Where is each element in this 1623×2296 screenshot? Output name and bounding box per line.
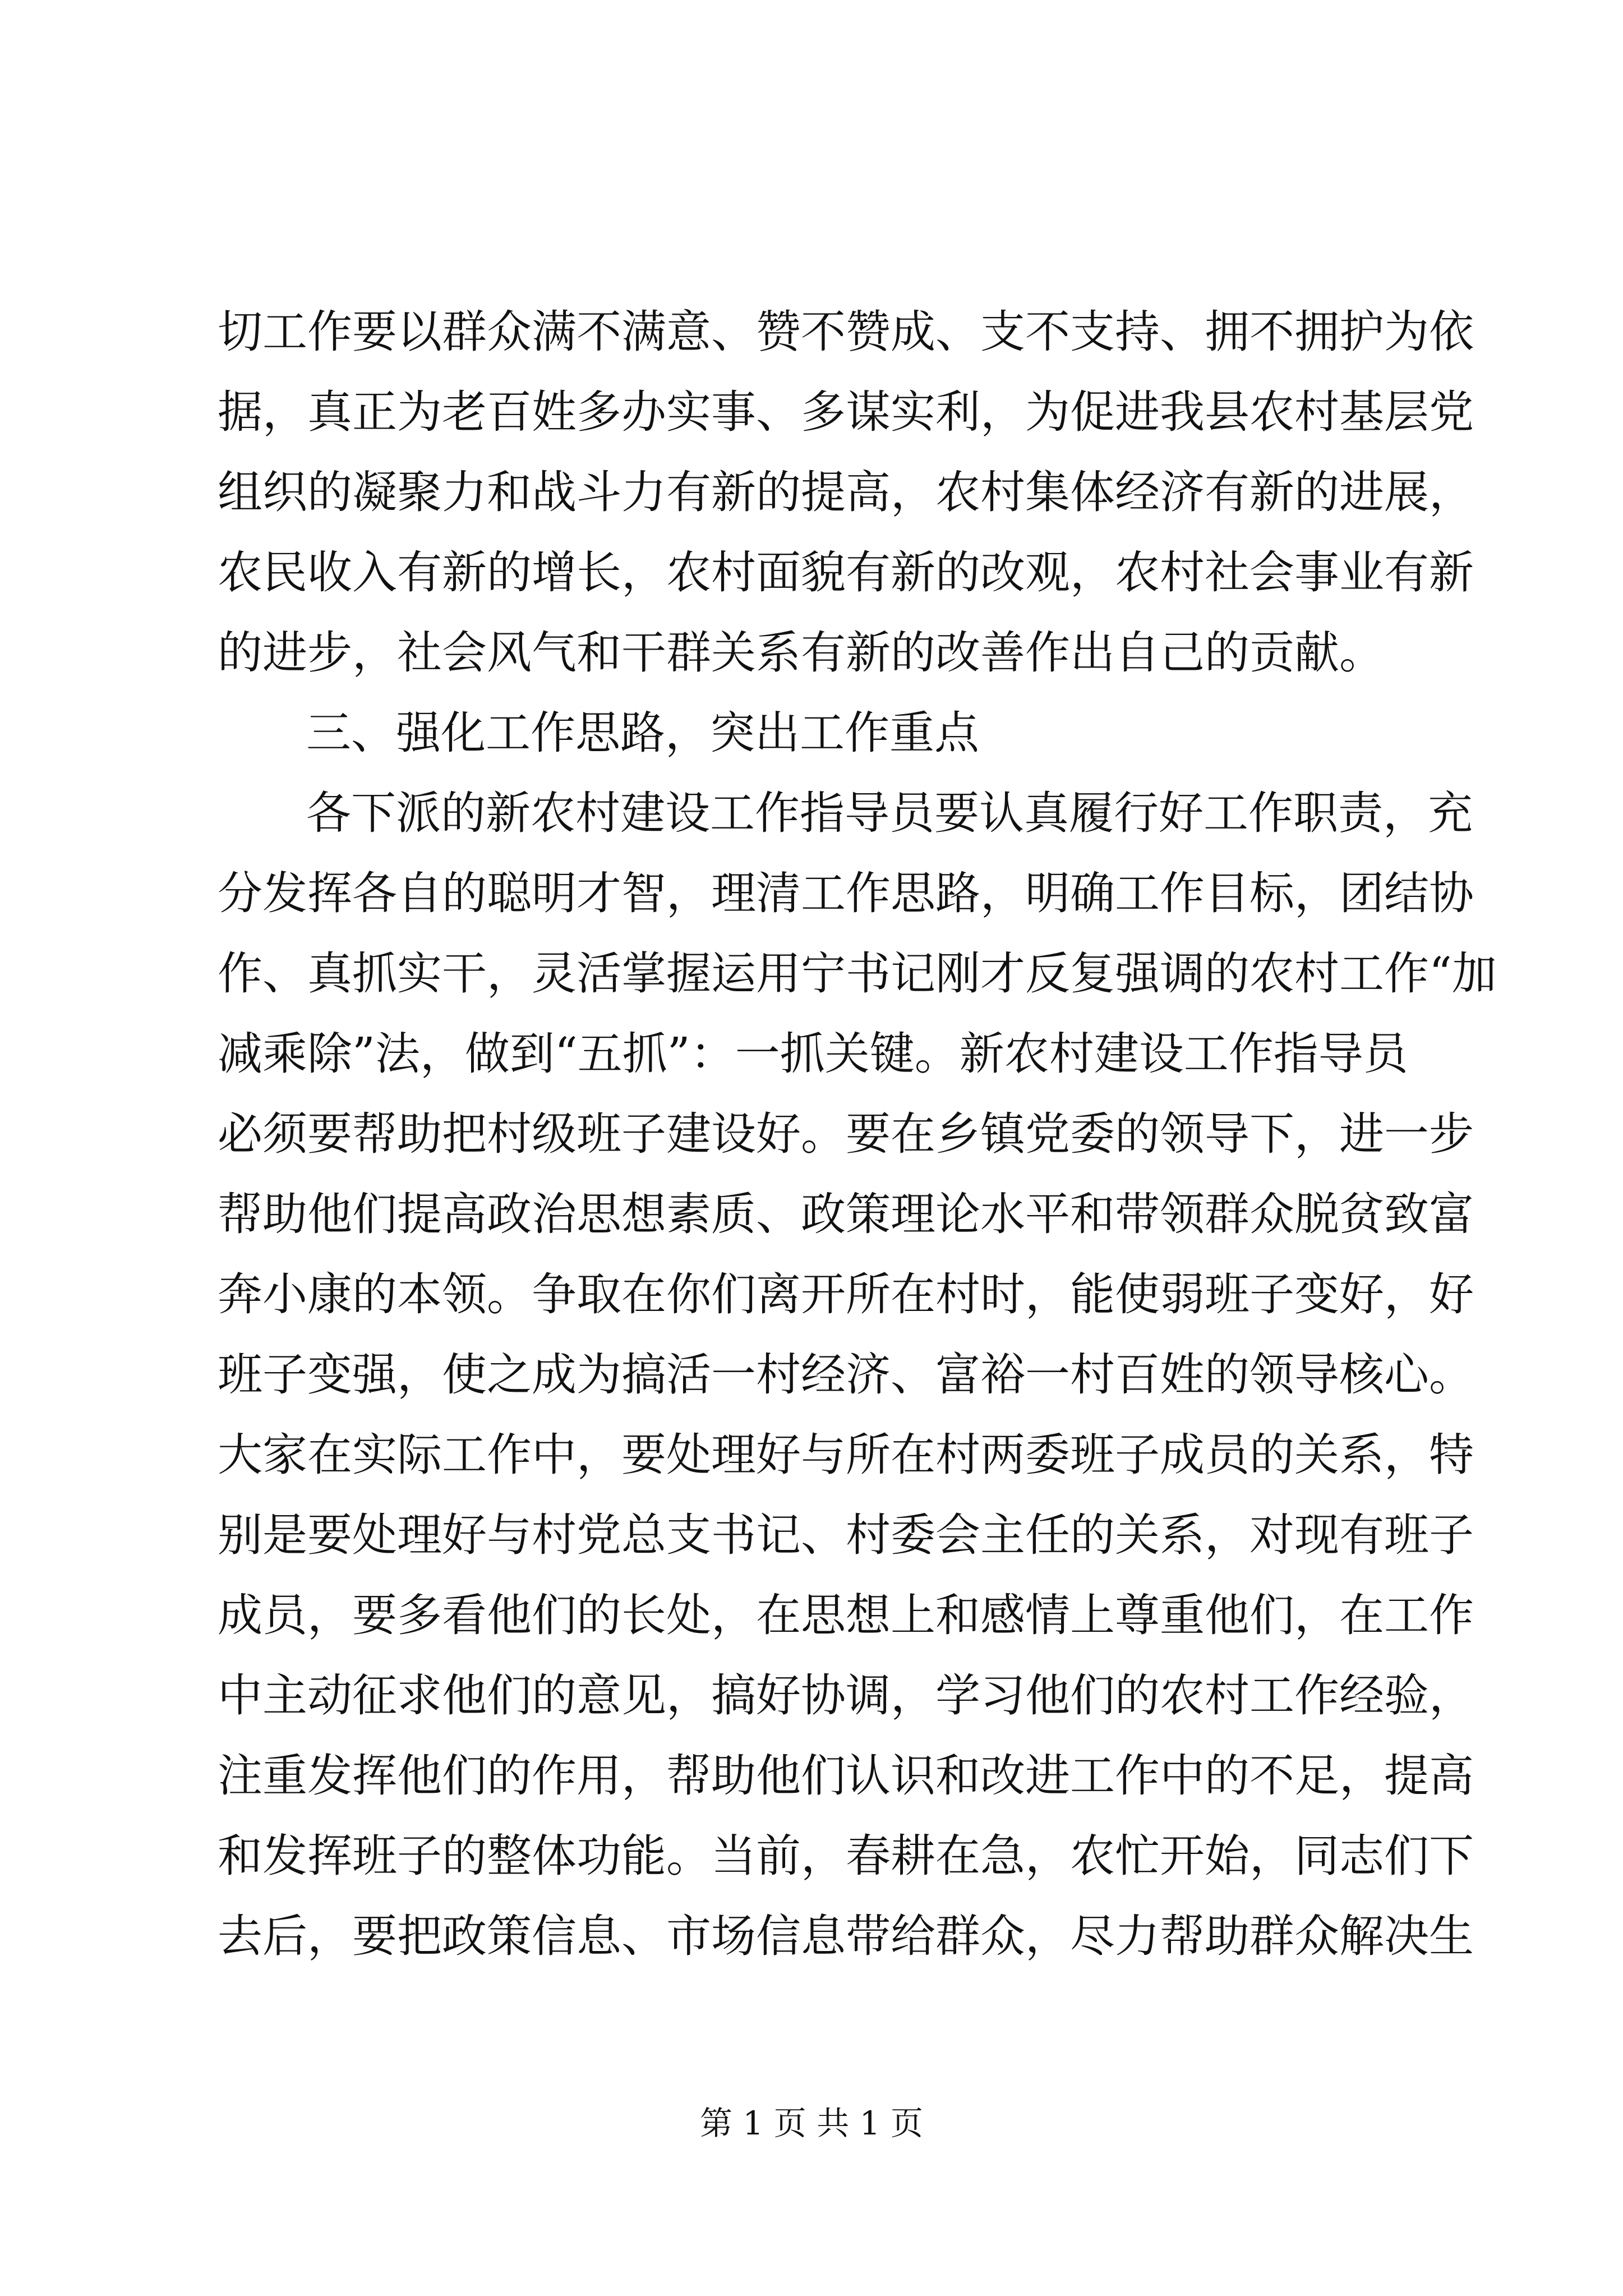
text-line: 各下派的新农村建设工作指导员要认真履行好工作职责，充 [306,787,1473,839]
text-line: 成员，要多看他们的长处，在思想上和感情上尊重他们，在工作 [218,1589,1474,1641]
text-line: 中主动征求他们的意见，搞好协调，学习他们的农村工作经验， [218,1669,1474,1722]
text-line: 切工作要以群众满不满意、赞不赞成、支不支持、拥不拥护为依 [218,306,1474,358]
text-line: 减乘除”法，做到“五抓”：一抓关键。新农村建设工作指导员 [218,1028,1408,1080]
text-line: 作、真抓实干，灵活掌握运用宁书记刚才反复强调的农村工作“加 [218,947,1497,1000]
section-heading: 三、强化工作思路，突出工作重点 [306,707,979,759]
text-line: 班子变强，使之成为搞活一村经济、富裕一村百姓的领导核心。 [218,1349,1474,1401]
text-line: 帮助他们提高政治思想素质、政策理论水平和带领群众脱贫致富 [218,1188,1474,1240]
text-line: 农民收入有新的增长，农村面貌有新的改观，农村社会事业有新 [218,546,1474,599]
text-line: 组织的凝聚力和战斗力有新的提高，农村集体经济有新的进展， [218,466,1474,518]
text-line: 注重发挥他们的作用，帮助他们认识和改进工作中的不足，提高 [218,1750,1474,1802]
text-line: 必须要帮助把村级班子建设好。要在乡镇党委的领导下，进一步 [218,1108,1474,1160]
text-line: 去后，要把政策信息、市场信息带给群众，尽力帮助群众解决生 [218,1910,1474,1962]
text-line: 奔小康的本领。争取在你们离开所在村时，能使弱班子变好，好 [218,1268,1474,1320]
document-body [218,292,1497,1976]
text-line: 分发挥各自的聪明才智，理清工作思路，明确工作目标，团结协 [218,867,1474,919]
text-line: 的进步，社会风气和干群关系有新的改善作出自己的贡献。 [218,627,1384,679]
text-line: 大家在实际工作中，要处理好与所在村两委班子成员的关系，特 [218,1429,1474,1481]
text-line: 据，真正为老百姓多办实事、多谋实利，为促进我县农村基层党 [218,386,1474,438]
text-line: 和发挥班子的整体功能。当前，春耕在急，农忙开始，同志们下 [218,1830,1474,1882]
page-number-footer: 第 1 页 共 1 页 [700,2104,923,2142]
text-line: 别是要处理好与村党总支书记、村委会主任的关系，对现有班子 [218,1509,1474,1561]
